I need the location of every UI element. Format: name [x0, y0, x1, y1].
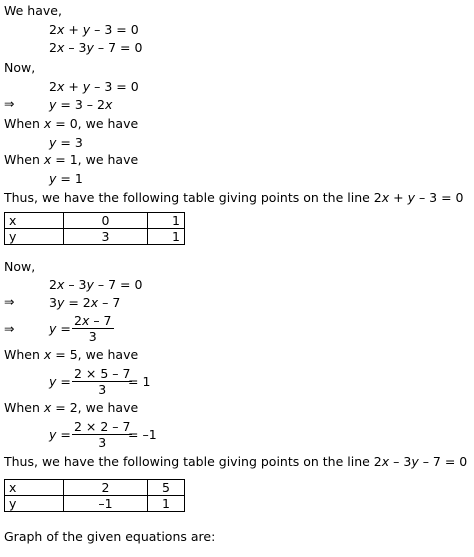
- fraction-denominator: 3: [98, 435, 107, 450]
- fraction-1: [72, 314, 114, 343]
- table-cell: 1: [148, 229, 185, 245]
- line-now-1: Now,: [4, 60, 36, 75]
- equation-1: 2x + y – 3 = 0: [49, 22, 139, 37]
- table-row: [5, 496, 185, 512]
- line-we-have: We have,: [4, 3, 62, 18]
- table-cell: –1: [64, 496, 148, 512]
- line-when-x1: When x = 1, we have: [4, 152, 139, 167]
- table-cell: x: [5, 213, 64, 229]
- line-thus-2: Thus, we have the following table giving points on the line 2x – 3y – 7 = 0: [4, 454, 468, 469]
- fraction-2: [72, 367, 132, 396]
- y-expression-1: y = 3 – 2x: [49, 97, 113, 112]
- y-equals-label: y =: [49, 427, 71, 442]
- line-thus-1: Thus, we have the following table giving points on the line 2x + y – 3 = 0: [4, 190, 464, 205]
- line-now-2: Now,: [4, 259, 36, 274]
- equation-2: 2x – 3y – 7 = 0: [49, 40, 143, 55]
- table-row: [5, 229, 185, 245]
- table-cell: x: [5, 480, 64, 496]
- result-equals-minus-1: = –1: [128, 427, 157, 442]
- table-cell: 0: [64, 213, 148, 229]
- fraction-3: [72, 420, 132, 449]
- y-equals-label: y =: [49, 374, 71, 389]
- graph-caption: Graph of the given equations are:: [4, 529, 216, 544]
- points-table-1: [4, 212, 185, 245]
- result-equals-1: = 1: [128, 374, 151, 389]
- y-equals-label: y =: [49, 321, 71, 336]
- line-when-x2: When x = 2, we have: [4, 400, 139, 415]
- fraction-denominator: 3: [88, 329, 97, 344]
- table-cell: y: [5, 496, 64, 512]
- fraction-numerator: 2x – 7: [74, 313, 112, 328]
- table-cell: 1: [148, 213, 185, 229]
- y-equals-3: y = 3: [49, 135, 83, 150]
- table-cell: 3: [64, 229, 148, 245]
- table-cell: 5: [148, 480, 185, 496]
- equation-2-restated: 2x – 3y – 7 = 0: [49, 277, 143, 292]
- table-row: [5, 480, 185, 496]
- line-when-x0: When x = 0, we have: [4, 116, 139, 131]
- step-3y: 3y = 2x – 7: [49, 295, 121, 310]
- implies-arrow-2: ⇒: [4, 294, 15, 309]
- line-when-x5: When x = 5, we have: [4, 347, 139, 362]
- fraction-numerator: 2 × 2 – 7: [74, 419, 131, 434]
- implies-arrow-1: ⇒: [4, 96, 15, 111]
- equation-1-restated: 2x + y – 3 = 0: [49, 79, 139, 94]
- fraction-denominator: 3: [98, 382, 107, 397]
- fraction-numerator: 2 × 5 – 7: [74, 366, 131, 381]
- table-cell: 2: [64, 480, 148, 496]
- table-cell: y: [5, 229, 64, 245]
- table-row: [5, 213, 185, 229]
- implies-arrow-3: ⇒: [4, 321, 15, 336]
- points-table-2: [4, 479, 185, 512]
- y-equals-1: y = 1: [49, 171, 83, 186]
- table-cell: 1: [148, 496, 185, 512]
